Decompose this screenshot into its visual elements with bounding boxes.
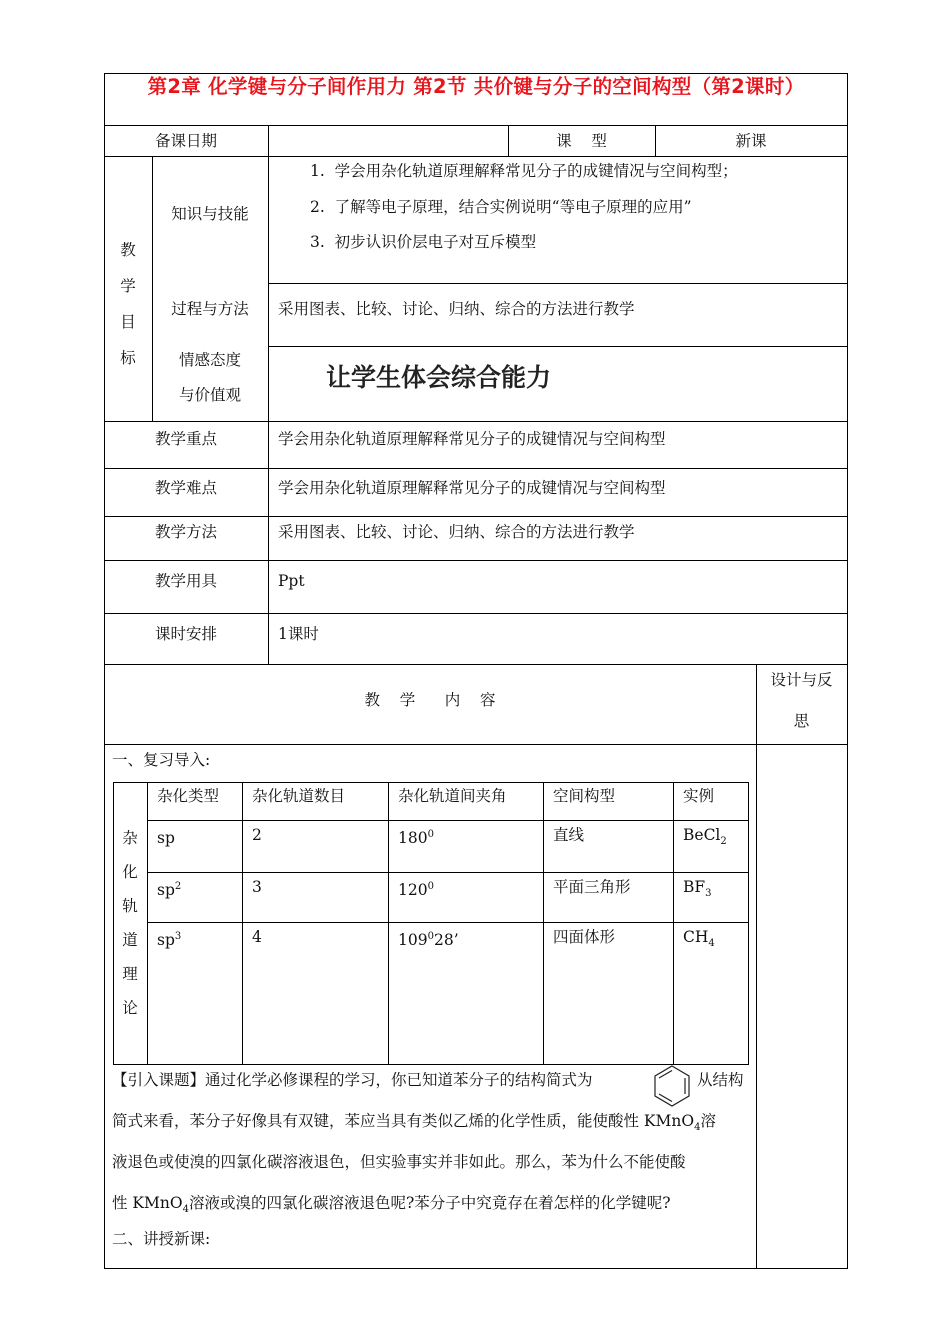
knowledge-item: 2. 了解等电子原理，结合实例说明“等电子原理的应用” — [310, 198, 692, 216]
row-value-method: 采用图表、比较、讨论、归纳、综合的方法进行教学 — [278, 523, 635, 541]
grid-line — [756, 664, 757, 1269]
grid-line — [104, 125, 848, 126]
table-cell-example: BeCl$_2$ — [683, 826, 727, 848]
reflection-header: 设计与反 — [770, 671, 833, 689]
grid-line — [104, 468, 848, 469]
row-label-key-points: 教学重点 — [154, 430, 217, 448]
row-label-schedule: 课时安排 — [154, 625, 217, 643]
process-label: 过程与方法 — [171, 300, 249, 318]
grid-line — [104, 613, 848, 614]
intro-line: 【引入课题】通过化学必修课程的学习，你已知道苯分子的结构简式为 — [112, 1071, 593, 1089]
grid-line — [152, 156, 153, 421]
grid-line — [104, 516, 848, 517]
table-cell-count: 3 — [252, 878, 262, 896]
grid-line — [268, 283, 848, 284]
inner-grid-line — [543, 782, 544, 1065]
table-cell-shape: 四面体形 — [553, 928, 616, 946]
inner-grid-line — [147, 922, 749, 923]
row-value-schedule: 1课时 — [278, 625, 319, 643]
page-title: 第2章 化学键与分子间作用力 第2节 共价键与分子的空间构型（第2课时） — [147, 75, 805, 98]
review-heading: 一、复习导入: — [112, 751, 211, 769]
inner-grid-line — [147, 872, 749, 873]
side-char: 杂 — [122, 829, 138, 847]
grid-line — [104, 560, 848, 561]
inner-grid-line — [147, 820, 749, 821]
intro-line: 简式来看，苯分子好像具有双键，苯应当具有类似乙烯的化学性质，能使酸性 KMnO$_4$溶 — [112, 1112, 716, 1134]
type-value: 新课 — [735, 132, 767, 150]
row-label-difficulties: 教学难点 — [154, 479, 217, 497]
grid-line — [104, 744, 848, 745]
table-cell-type: $sp^3$ — [157, 931, 182, 950]
table-header: 实例 — [683, 787, 715, 805]
objectives-group-label — [118, 238, 138, 382]
side-char: 道 — [122, 931, 138, 949]
group-char: 教 — [120, 241, 136, 259]
row-value-difficulties: 学会用杂化轨道原理解释常见分子的成键情况与空间构型 — [278, 479, 666, 497]
inner-grid-line — [388, 782, 389, 1065]
table-cell-type: sp — [157, 829, 175, 848]
table-cell-example: $CH_4$ — [683, 928, 715, 950]
grid-line — [268, 346, 848, 347]
knowledge-label: 知识与技能 — [171, 205, 249, 223]
knowledge-item: 3. 初步认识价层电子对互斥模型 — [310, 233, 537, 251]
inner-grid-line — [113, 782, 114, 1065]
side-char: 理 — [122, 965, 138, 983]
table-cell-shape: 平面三角形 — [553, 878, 631, 896]
emotion-label: 与价值观 — [178, 386, 241, 404]
inner-grid-line — [673, 782, 674, 1065]
intro-line: 性 KMnO$_4$溶液或溴的四氯化碳溶液退色呢?苯分子中究竟存在着怎样的化学键呢? — [112, 1194, 671, 1216]
side-char: 论 — [122, 999, 138, 1017]
group-char: 目 — [120, 313, 136, 331]
border-right — [847, 73, 848, 1269]
grid-line — [104, 664, 848, 665]
row-label-method: 教学方法 — [154, 523, 217, 541]
grid-line — [104, 421, 848, 422]
inner-grid-line — [748, 782, 749, 1065]
hybrid-side-label — [120, 826, 140, 1030]
emotion-text: 让学生体会综合能力 — [326, 363, 552, 392]
table-cell-count: 4 — [252, 928, 262, 946]
intro-line: 从结构 — [697, 1071, 744, 1089]
grid-line — [268, 125, 269, 664]
row-value-tools: Ppt — [278, 572, 305, 590]
table-header: 空间构型 — [553, 787, 616, 805]
group-char: 标 — [120, 349, 136, 367]
table-cell-example: $BF_3$ — [683, 878, 712, 900]
process-text: 采用图表、比较、讨论、归纳、综合的方法进行教学 — [278, 300, 635, 318]
content-header: 教 学 内 容 — [364, 691, 496, 709]
intro-line: 液退色或使溴的四氯化碳溶液退色，但实验事实并非如此。那么，苯为什么不能使酸 — [112, 1153, 686, 1171]
table-header: 杂化轨道间夹角 — [398, 787, 507, 805]
inner-grid-line — [242, 782, 243, 1065]
emotion-label: 情感态度 — [178, 351, 241, 369]
table-header: 杂化类型 — [157, 787, 220, 805]
reflection-header: 思 — [793, 712, 810, 730]
benzene-ring-icon — [651, 1063, 693, 1109]
table-cell-angle: $120^0$ — [398, 881, 434, 900]
table-header: 杂化轨道数目 — [252, 787, 346, 805]
inner-grid-line — [113, 782, 749, 783]
table-cell-angle: $109^028$’ — [398, 931, 459, 950]
new-lesson-heading: 二、讲授新课: — [112, 1230, 211, 1248]
inner-grid-line — [147, 782, 148, 1065]
type-label: 课 型 — [556, 132, 607, 150]
border-bottom — [104, 1268, 848, 1269]
knowledge-item: 1. 学会用杂化轨道原理解释常见分子的成键情况与空间构型； — [310, 162, 738, 180]
table-cell-shape: 直线 — [553, 826, 585, 844]
grid-line — [104, 156, 848, 157]
row-value-key-points: 学会用杂化轨道原理解释常见分子的成键情况与空间构型 — [278, 430, 666, 448]
border-left — [104, 73, 105, 1269]
group-char: 学 — [120, 277, 136, 295]
row-label-tools: 教学用具 — [154, 572, 217, 590]
table-cell-angle: $180^0$ — [398, 829, 434, 848]
table-cell-count: 2 — [252, 826, 262, 844]
side-char: 化 — [122, 863, 138, 881]
table-cell-type: $sp^2$ — [157, 881, 182, 900]
date-label: 备课日期 — [154, 132, 217, 150]
side-char: 轨 — [122, 897, 138, 915]
